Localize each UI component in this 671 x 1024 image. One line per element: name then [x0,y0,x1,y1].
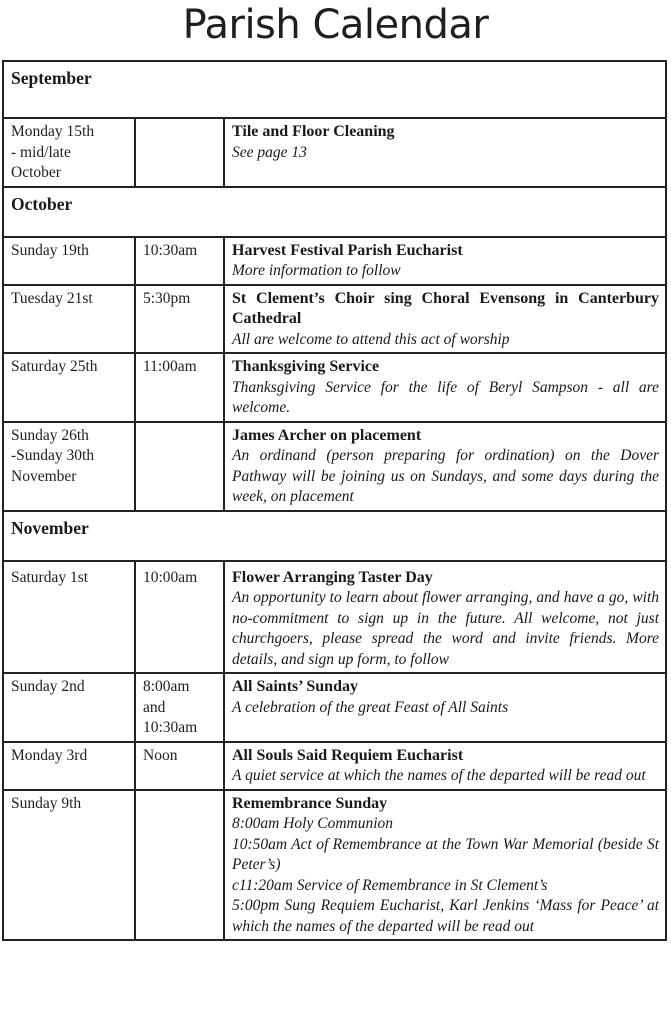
event-time: 10:00am [135,561,224,674]
event-title: Remembrance Sunday [232,794,388,812]
event-date: Saturday 1st [3,561,135,674]
event-title: All Saints’ Sunday [232,678,358,695]
event-date: Sunday 9th [3,790,135,941]
event-description: All are welcome to attend this act of worship [232,330,510,348]
event-title: St Clement’s Choir sing Choral Evensong in Canterbury Cathedral [232,289,660,327]
event-details [224,742,666,790]
event-date: Saturday 25th [3,353,135,422]
event-time [135,790,224,941]
event-date: Monday 15th - mid/late October [3,118,135,187]
event-details [224,237,666,285]
event-description: More information to follow [232,262,401,279]
event-details [224,353,666,422]
event-description: An opportunity to learn about flower arranging, and have a go, with no-commitment to sign up in the future. All welcome, not just churchgoers, please spread the word and invite friends. More details, and sign up form, to follow [232,589,660,668]
month-row-september [3,61,666,118]
event-description: See page 13 [232,143,307,161]
service-line: 8:00am Holy Communion [232,815,394,832]
event-description: A celebration of the great Feast of All Saints [232,698,509,716]
service-line: 10:50am Act of Remembrance at the Town War Memorial (beside St Peter’s) [232,835,660,873]
event-description: An ordinand (person preparing for ordination) on the Dover Pathway will be joining us on Sundays, and some days during the week, on placement [232,447,660,505]
event-time: 11:00am [135,353,224,422]
event-time [135,118,224,187]
event-description: Thanksgiving Service for the life of Beryl Sampson - all are welcome. [232,378,660,416]
month-heading: November [3,511,666,561]
event-title: James Archer on placement [232,426,422,444]
event-date: Sunday 2nd [3,673,135,742]
event-row [3,422,666,511]
event-details [224,285,666,354]
event-title: Harvest Festival Parish Eucharist [232,241,463,259]
event-date: Sunday 19th [3,237,135,285]
event-description: A quiet service at which the names of the departed will be read out [232,767,646,784]
event-time: 10:30am [135,237,224,285]
event-row [3,285,666,354]
event-time: 8:00am and 10:30am [135,673,224,742]
event-row [3,561,666,674]
event-date: Monday 3rd [3,742,135,790]
event-date: Tuesday 21st [3,285,135,354]
event-row [3,742,666,790]
event-details [224,790,666,941]
service-line: c11:20am Service of Remembrance in St Clement’s [232,876,548,894]
event-title: All Souls Said Requiem Eucharist [232,746,464,764]
month-heading: September [3,61,666,118]
event-row [3,118,666,187]
event-row [3,673,666,742]
event-details [224,118,666,187]
event-details [224,673,666,742]
service-line: 5:00pm Sung Requiem Eucharist, Karl Jenkins ‘Mass for Peace’ at which the names of the departed will be read out [232,897,660,935]
event-row [3,237,666,285]
event-title: Flower Arranging Taster Day [232,568,433,586]
month-heading: October [3,187,666,237]
event-details [224,422,666,511]
event-date: Sunday 26th -Sunday 30th November [3,422,135,511]
event-row [3,353,666,422]
event-time [135,422,224,511]
month-row-november [3,511,666,561]
event-details [224,561,666,674]
event-title: Thanksgiving Service [232,358,380,375]
event-time: 5:30pm [135,285,224,354]
event-row [3,790,666,941]
event-time: Noon [135,742,224,790]
event-title: Tile and Floor Cleaning [232,123,395,140]
month-row-october [3,187,666,237]
page-title: Parish Calendar [182,2,489,48]
calendar-table [2,60,667,941]
